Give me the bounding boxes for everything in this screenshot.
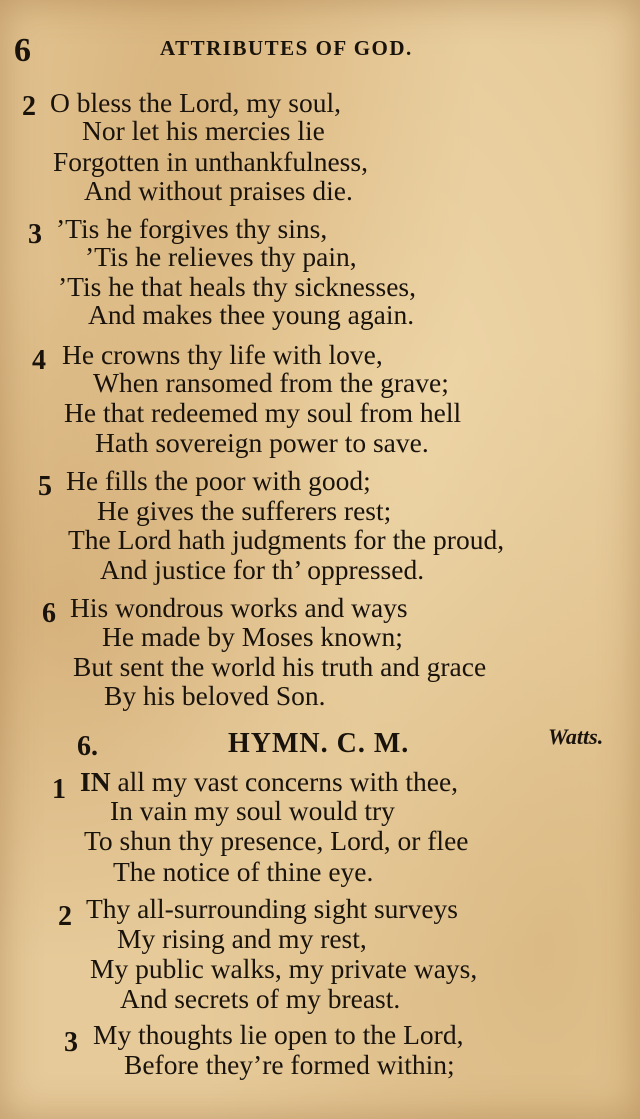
verse-line: And justice for th’ oppressed.	[100, 554, 425, 585]
verse-line-rest: all my vast concerns with thee,	[110, 766, 459, 797]
verse-line: ’Tis he that heals thy sicknesses,	[58, 271, 416, 302]
verse-line: He that redeemed my soul from hell	[64, 397, 462, 428]
verse-line: Nor let his mercies lie	[82, 115, 325, 146]
verse-line: ’Tis he relieves thy pain,	[85, 241, 357, 272]
verse-line: He fills the poor with good;	[66, 465, 371, 496]
verse-line: ’Tis he forgives thy sins,	[56, 213, 328, 244]
verse-line-first	[80, 767, 458, 797]
hymn-author: Watts.	[548, 724, 604, 749]
verse-line: By his beloved Son.	[104, 680, 326, 711]
verse-line: And secrets of my breast.	[120, 983, 401, 1014]
stanza-number: 1	[52, 774, 66, 805]
stanza-number: 2	[58, 901, 72, 932]
running-head	[0, 28, 640, 68]
verse-line: He crowns thy life with love,	[62, 339, 383, 370]
verse-line: He made by Moses known;	[102, 621, 403, 652]
hymn-number: 6.	[77, 731, 98, 762]
verse-line: And without praises die.	[84, 175, 353, 206]
running-title: ATTRIBUTES OF GOD.	[160, 36, 413, 60]
verse-line: But sent the world his truth and grace	[73, 651, 487, 682]
verse-line: My thoughts lie open to the Lord,	[93, 1019, 464, 1050]
stanza-number: 4	[32, 345, 46, 376]
hymn-title: HYMN. C. M.	[228, 728, 410, 759]
verse-line: And makes thee young again.	[88, 299, 415, 330]
verse-line: Before they’re formed within;	[124, 1049, 455, 1080]
verse-line: The Lord hath judgments for the proud,	[68, 524, 505, 555]
stanza-number: 3	[28, 219, 42, 250]
page-number: 6	[14, 32, 31, 69]
verse-line: My rising and my rest,	[117, 923, 367, 954]
stanza-number: 6	[42, 598, 56, 629]
verse-line: To shun thy presence, Lord, or flee	[84, 825, 469, 856]
verse-line: The notice of thine eye.	[113, 856, 374, 887]
verse-line: My public walks, my private ways,	[90, 953, 478, 984]
first-word: IN	[80, 766, 111, 797]
verse-line: O bless the Lord, my soul,	[50, 87, 342, 118]
verse-line: When ransomed from the grave;	[93, 367, 449, 398]
verse-line: Thy all-surrounding sight surveys	[86, 893, 458, 924]
verse-line: Hath sovereign power to save.	[95, 427, 429, 458]
verse-line: In vain my soul would try	[110, 795, 395, 826]
stanza-number: 3	[64, 1027, 78, 1058]
verse-line: Forgotten in unthankfulness,	[53, 146, 368, 177]
verse-line: He gives the sufferers rest;	[97, 495, 392, 526]
stanza-number: 5	[38, 471, 52, 502]
verse-line: His wondrous works and ways	[70, 592, 408, 623]
stanza-number: 2	[22, 91, 36, 122]
